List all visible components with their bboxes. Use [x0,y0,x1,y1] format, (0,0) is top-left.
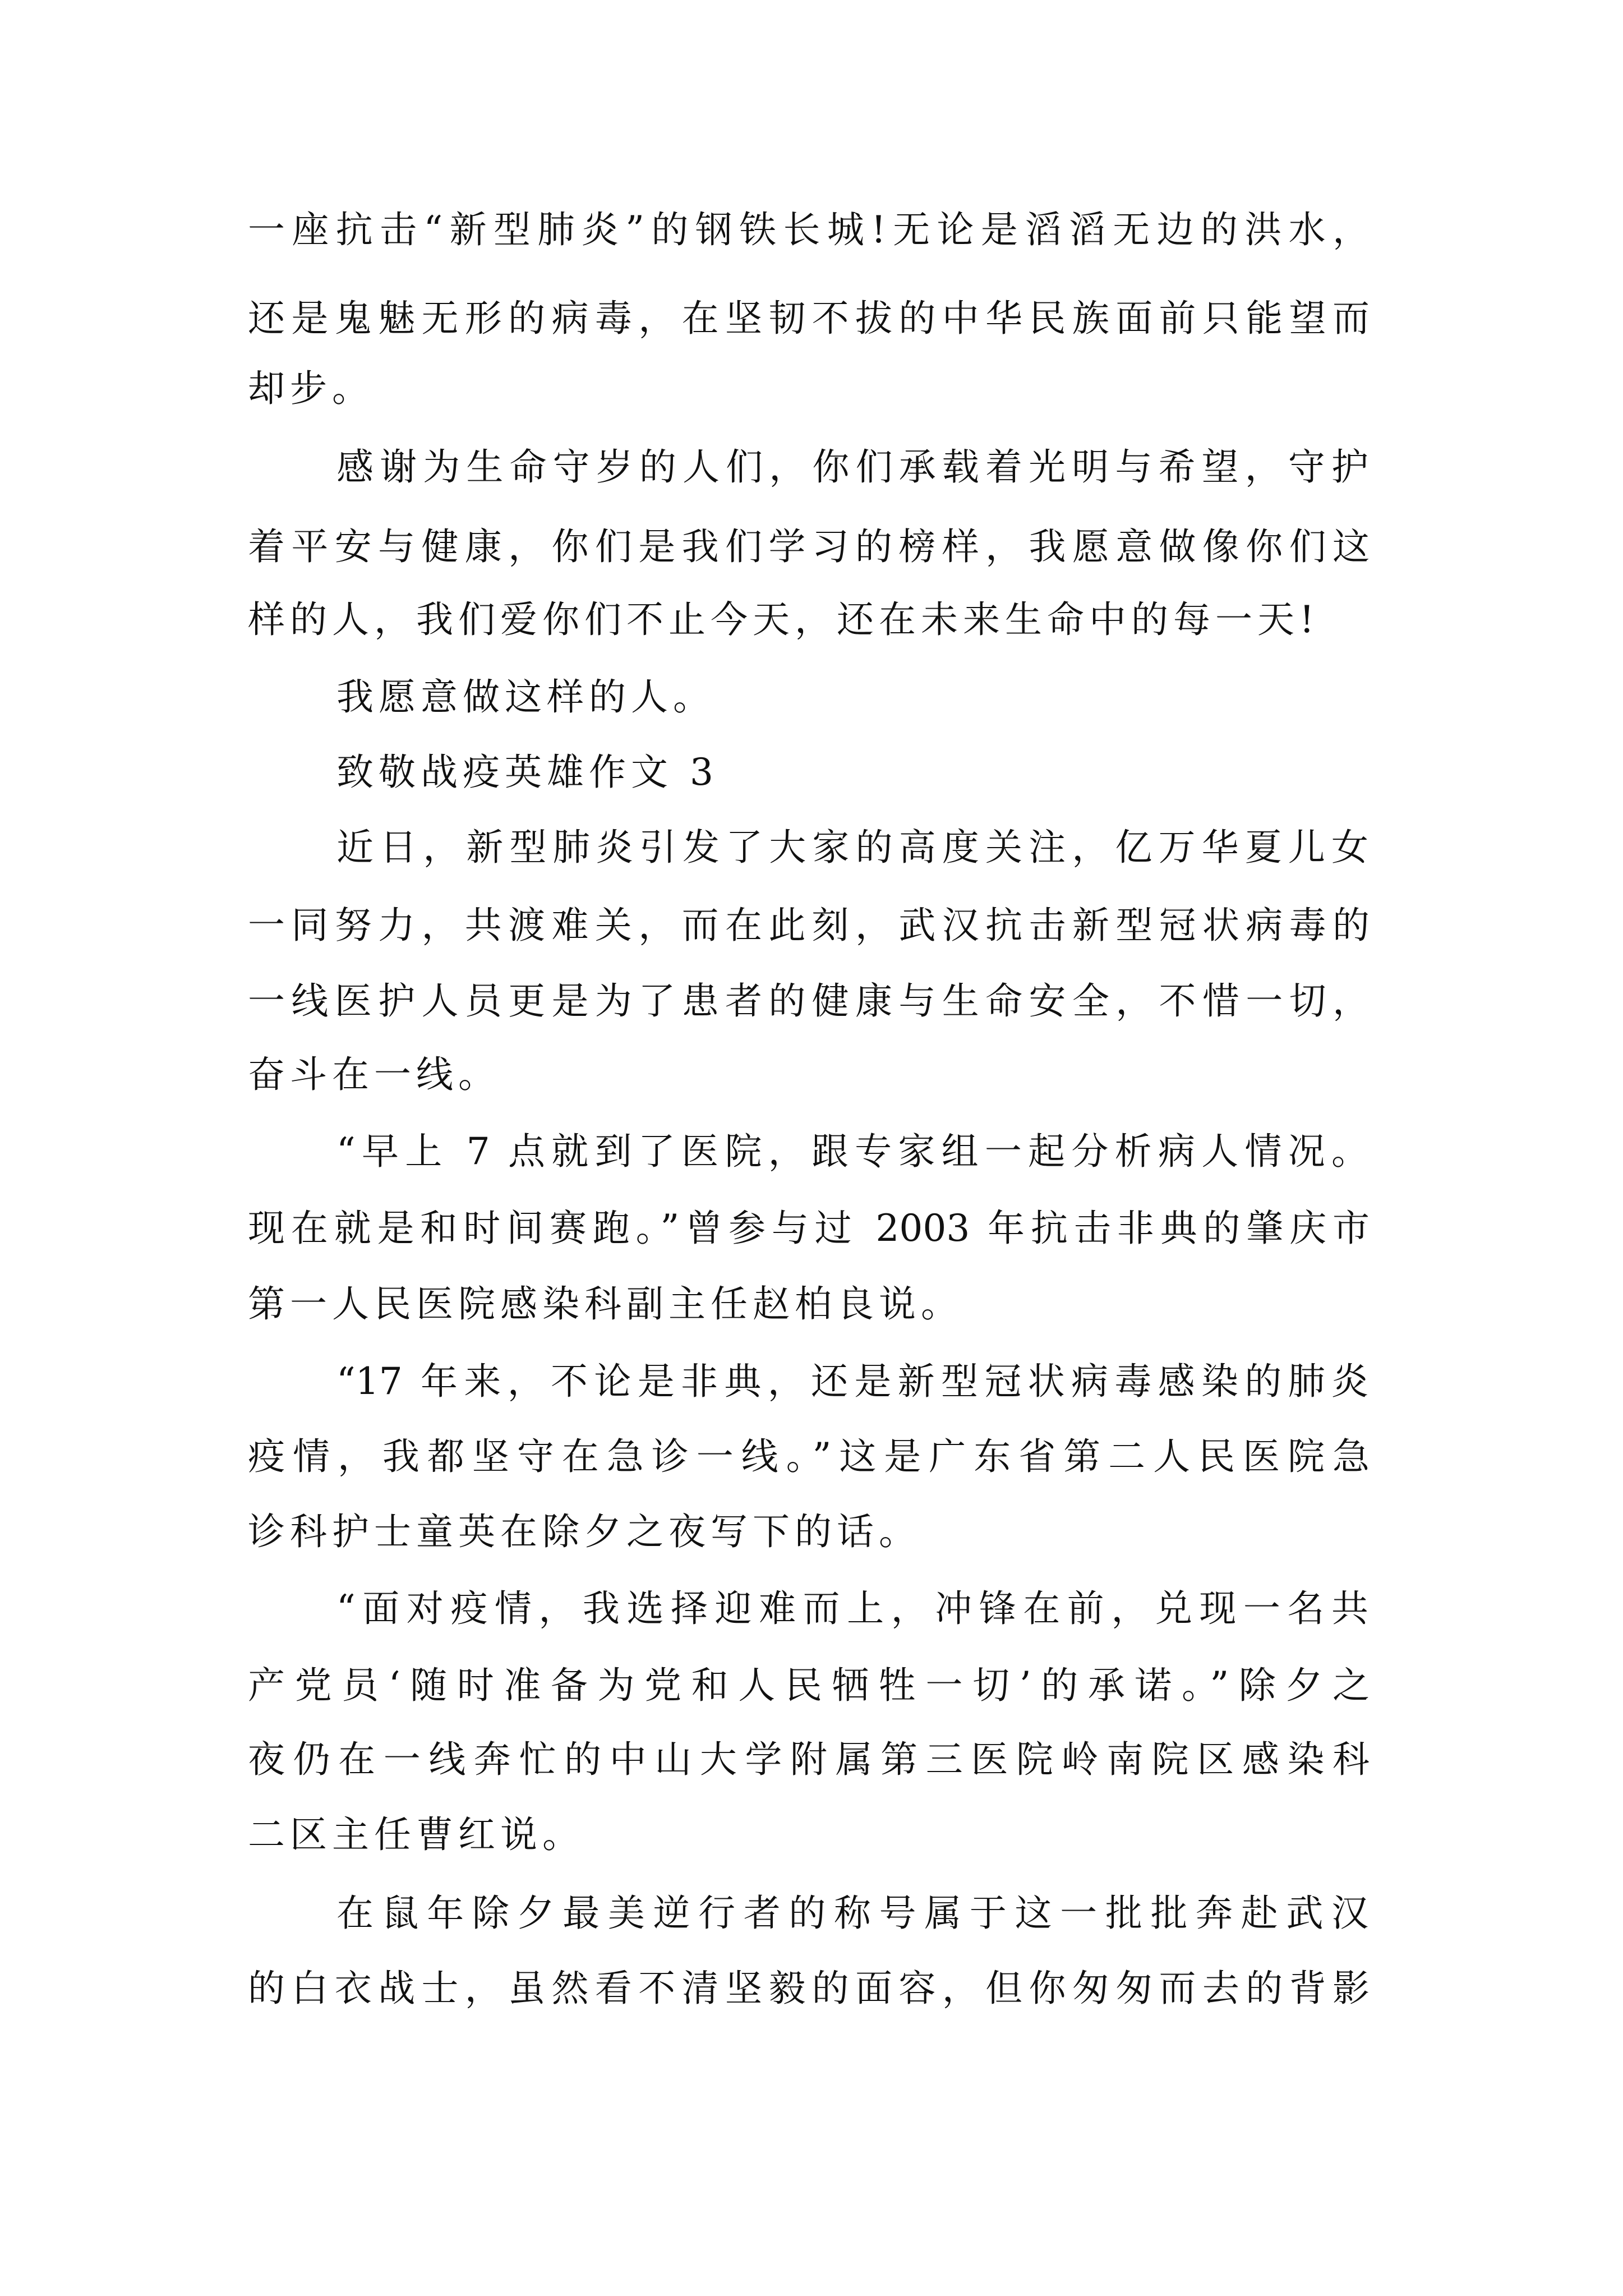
text-line: 奋斗在一线。 [248,1053,500,1096]
text-line: 二区主任曹红说。 [248,1813,584,1856]
text-line: “17 年来，不论是非典，还是新型冠状病毒感染的肺炎 [336,1360,1368,1403]
text-line: 现在就是和时间赛跑。”曾参与过 2003 年抗击非典的肇庆市 [248,1207,1370,1250]
section-heading: 致敬战疫英雄作文 3 [336,751,718,794]
text-line: 第一人民医院感染科副主任赵柏良说。 [248,1282,963,1326]
text-line: 感谢为生命守岁的人们，你们承载着光明与希望，守护 [336,445,1368,489]
text-line: “面对疫情，我选择迎难而上，冲锋在前，兑现一名共 [336,1587,1368,1630]
text-line: 在鼠年除夕最美逆行者的称号属于这一批批奔赴武汉 [336,1892,1368,1935]
text-line: 着平安与健康，你们是我们学习的榜样，我愿意做像你们这 [248,525,1370,568]
text-line: 夜仍在一线奔忙的中山大学附属第三医院岭南院区感染科 [248,1738,1370,1781]
text-line: 却步。 [248,367,374,410]
text-line: 一线医护人员更是为了患者的健康与生命安全，不惜一切， [248,979,1370,1023]
text-line: 还是鬼魅无形的病毒，在坚韧不拔的中华民族面前只能望而 [248,297,1370,340]
text-line: “早上 7 点就到了医院，跟专家组一起分析病人情况。 [336,1130,1368,1173]
text-line: 疫情，我都坚守在急诊一线。”这是广东省第二人民医院急 [248,1435,1370,1478]
text-line: 一同努力，共渡难关，而在此刻，武汉抗击新型冠状病毒的 [248,904,1370,947]
text-line: 样的人，我们爱你们不止今天，还在未来生命中的每一天! [248,598,1320,641]
text-line: 产党员‘随时准备为党和人民牺牲一切’的承诺。”除夕之 [248,1664,1370,1707]
text-line: 诊科护士童英在除夕之夜写下的话。 [248,1510,921,1553]
text-line: 我愿意做这样的人。 [336,675,715,719]
text-line: 近日，新型肺炎引发了大家的高度关注，亿万华夏儿女 [336,826,1368,869]
text-line: 一座抗击“新型肺炎”的钢铁长城!无论是滔滔无边的洪水， [248,208,1370,251]
text-line: 的白衣战士，虽然看不清坚毅的面容，但你匆匆而去的背影 [248,1967,1370,2010]
